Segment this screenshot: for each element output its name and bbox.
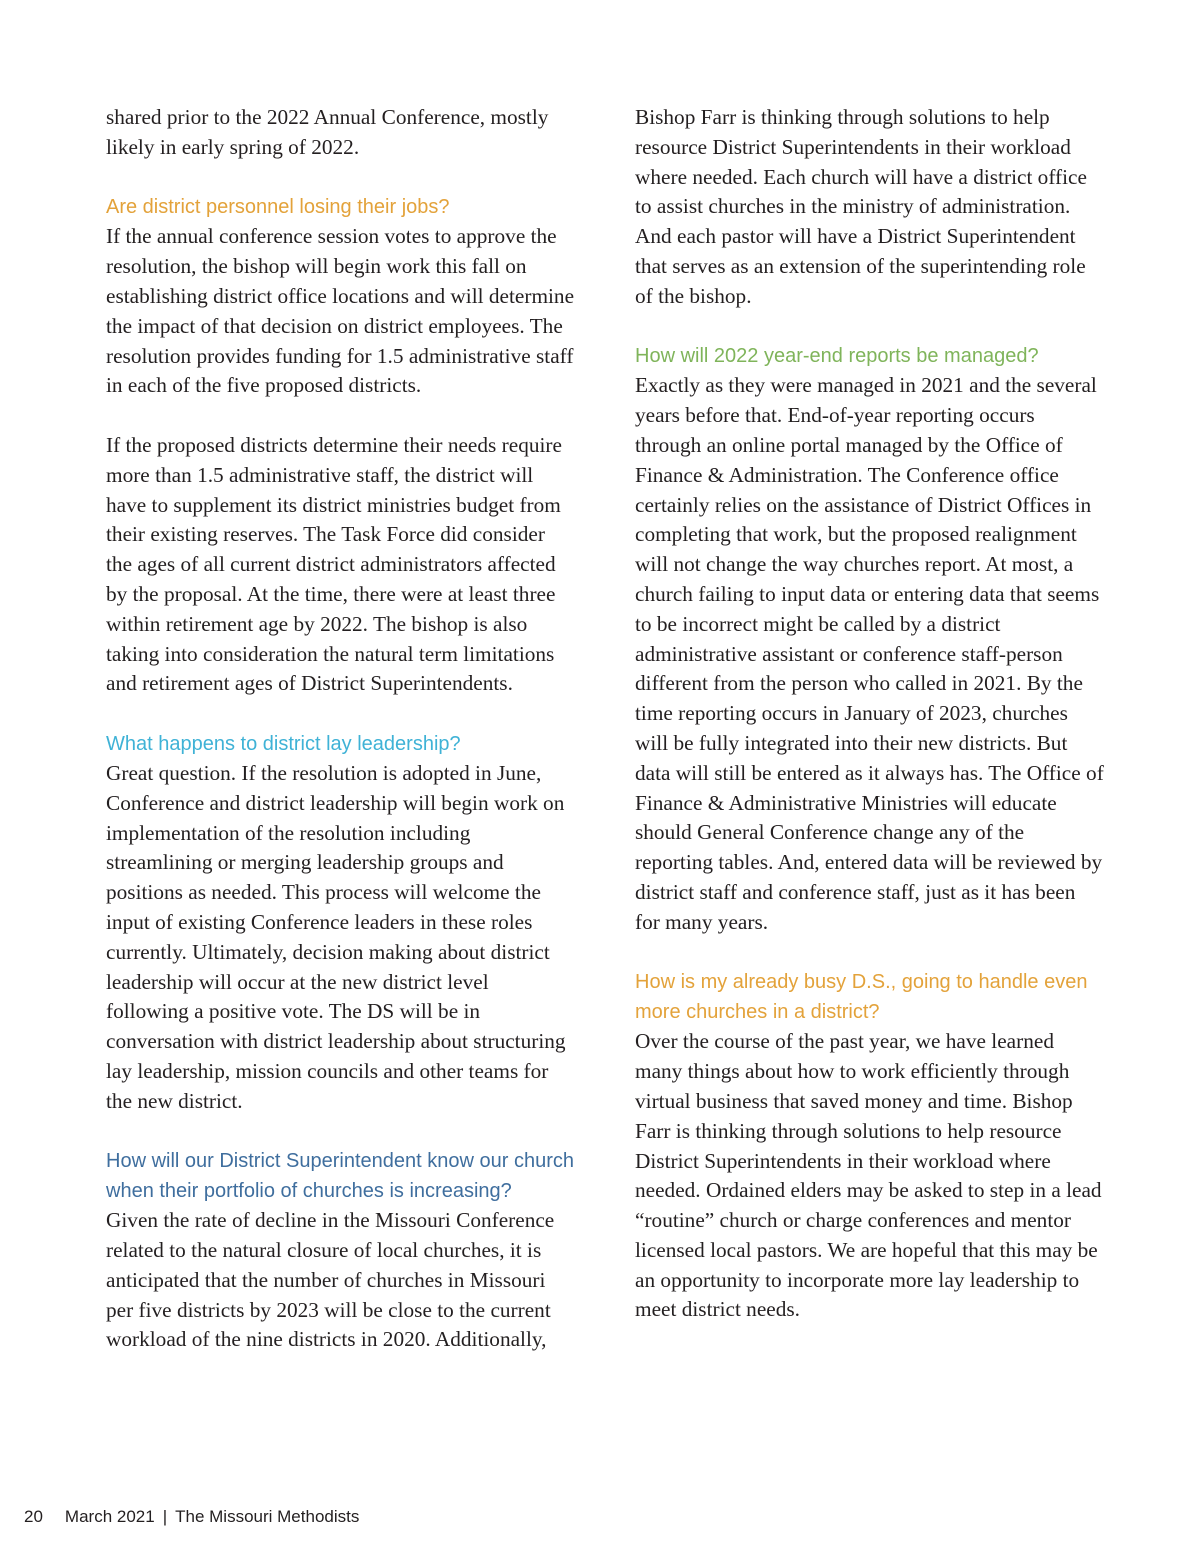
right-column: [635, 103, 1105, 1325]
section-heading-lay-leadership: What happens to district lay leadership?: [106, 732, 461, 755]
page-number: 20: [24, 1507, 43, 1526]
section-paragraph: Given the rate of decline in the Missouri Conference related to the natural closure of local churches, it is anticipated that the number of churches in Missouri per five districts by 2023 will be close to the current workload of the nine districts in 2020. Additionally,: [106, 1208, 555, 1352]
section-paragraph: If the annual conference session votes to approve the resolution, the bishop will begin work this fall on establishing district office locations and will determine the impact of that decision on district employees. The resolution provides funding for 1.5 administrative staff in each of the five proposed districts.: [106, 224, 575, 398]
right-continued-paragraph: Bishop Farr is thinking through solutions to help resource District Superintendents in their workload where needed. Each church will have a district office to assist churches in the ministry of administration. And each pastor will have a District Superintendent that serves as an extension of the superintending role of the bishop.: [635, 105, 1087, 308]
left-continued-paragraph: shared prior to the 2022 Annual Conference, mostly likely in early spring of 2022.: [106, 105, 549, 159]
section-heading-year-end-reports: How will 2022 year-end reports be managed?: [635, 345, 1039, 368]
page-footer: [24, 1505, 359, 1529]
section-paragraph: Exactly as they were managed in 2021 and the several years before that. End-of-year reporting occurs through an online portal managed by the Office of Finance & Administration. The Conference office certainly relies on the assistance of District Offices in completing that work, but the proposed realignment will not change the way churches report. At most, a church failing to input data or entering data that seems to be incorrect might be called by a district administrative assistant or conference staff-person different from the person who called in 2021. By the time reporting occurs in January of 2023, churches will be fully integrated into their new districts. But data will still be entered as it always has. The Office of Finance & Administrative Ministries will educate should General Conference change any of the reporting tables. And, entered data will be reviewed by district staff and conference staff, just as it has been for many years.: [635, 373, 1104, 934]
section-paragraph: Great question. If the resolution is adopted in June, Conference and district leadership will begin work on implementation of the resolution including streamlining or merging leadership groups and positions as needed. This process will welcome the input of existing Conference leaders in these roles currently. Ultimately, decision making about district leadership will occur at the new district level following a positive vote. The DS will be in conversation with district leadership about structuring lay leadership, mission councils and other teams for the new district.: [106, 760, 566, 1113]
section-heading-busy-ds: How is my already busy D.S., going to handle even more churches in a district?: [635, 971, 1088, 1024]
issue-date: March 2021: [64, 1507, 155, 1526]
section-heading-superintendent-portfolio: How will our District Superintendent know our church when their portfolio of churches is increasing?: [106, 1150, 574, 1203]
section-heading-personnel: Are district personnel losing their jobs?: [106, 196, 450, 219]
section-paragraph: If the proposed districts determine their needs require more than 1.5 administrative staff, the district will have to supplement its district ministries budget from their existing reserves. The Task Force did consider the ages of all current district administrators affected by the proposal. At the time, there were at least three within retirement age by 2022. The bishop is also taking into consideration the natural term limitations and retirement ages of District Superintendents.: [106, 432, 562, 696]
section-paragraph: Over the course of the past year, we have learned many things about how to work efficiently through virtual business that saved money and time. Bishop Farr is thinking through solutions to help resource District Superintendents in their workload where needed. Ordained elders may be asked to step in a lead “routine” church or charge conferences and mentor licensed local pastors. We are hopeful that this may be an opportunity to incorporate more lay leadership to meet district needs.: [635, 1029, 1102, 1322]
footer-separator: |: [162, 1507, 168, 1526]
publication-name: The Missouri Methodists: [175, 1507, 360, 1526]
left-column: [106, 103, 576, 1355]
